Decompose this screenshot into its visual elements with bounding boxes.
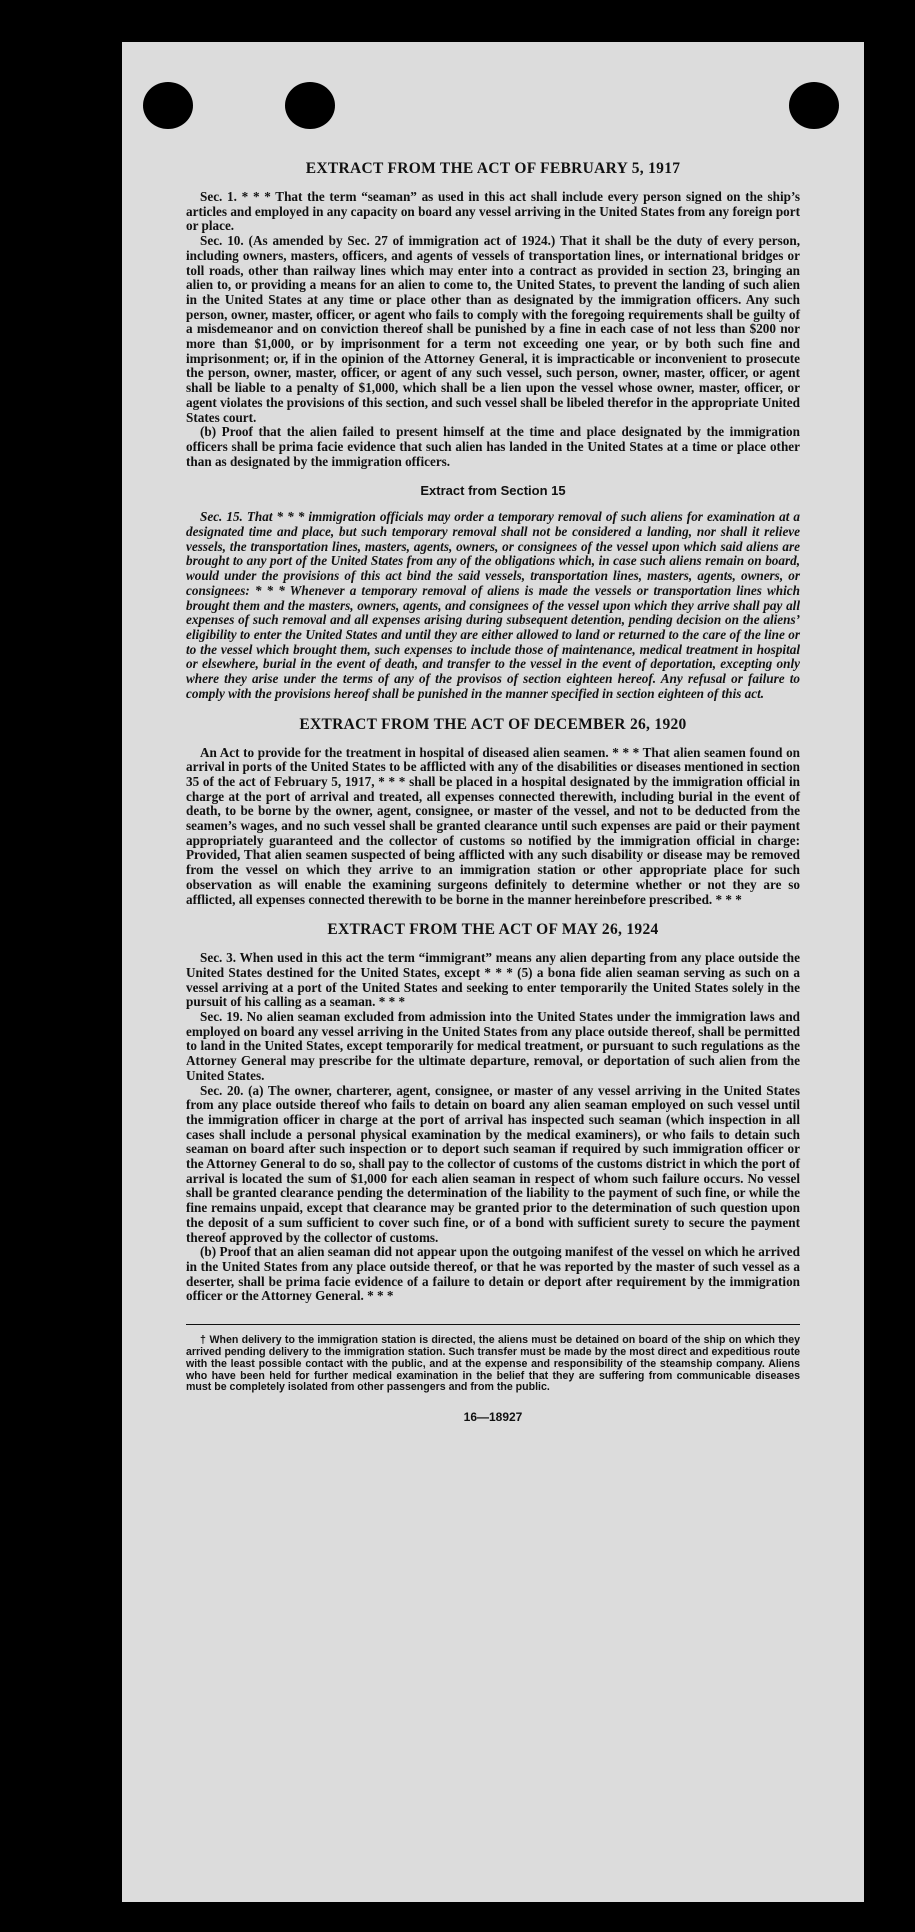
punch-hole-left [143,82,193,129]
footnote-text: † When delivery to the immigration station is directed, the aliens must be detained on board of the ship on which they arrived pending delivery to the immigration station. Such transfer must be made by the most direct and expeditious route with the least possible contact with the public, and at the expense and responsibility of the steamship company. Aliens who have been held for further medical examination in the belief that they are suffering from communicable diseases must be completely isolated from other passengers and from the public. [186,1334,800,1394]
paragraph-1917-b: (b) Proof that the alien failed to present himself at the time and place designated by the immigration officers shall be prima facie evidence that such alien has landed in the United States at a time or place other than as designated by the immigration officers. [186,424,800,469]
heading-act-1917: EXTRACT FROM THE ACT OF FEBRUARY 5, 1917 [305,160,681,177]
document-page [122,42,864,1902]
heading-act-1920: EXTRACT FROM THE ACT OF DECEMBER 26, 1920 [299,715,687,733]
punch-hole-center [285,82,335,129]
heading-section-15: Extract from Section 15 [420,483,566,499]
form-number: 16—18927 [463,1410,523,1425]
heading-act-1924: EXTRACT FROM THE ACT OF MAY 26, 1924 [327,921,659,939]
paragraph-1924-sec3: Sec. 3. When used in this act the term “immigrant” means any alien departing from any place outside the United States destined for the United States, except * * * (5) a bona fide alien seaman serving as such on a vessel arriving at a port of the United States and seeking to enter temporarily the United States solely in the pursuit of his calling as a seaman. * * * [186,950,800,1010]
paragraph-1920: An Act to provide for the treatment in hospital of diseased alien seamen. * * * That alien seamen found on arrival in ports of the United States to be afflicted with any of the disabilities or diseases mentioned in section 35 of the act of February 5, 1917, * * * shall be placed in a hospital designated by the immigration official in charge at the port of arrival and treated, all expenses connected therewith, including burial in the event of death, to be borne by the owner, agent, consignee, or master of the vessel, and not to be deducted from the seamen’s wages, and no such vessel shall be granted clearance until such expenses are paid or their payment appropriately guaranteed and the collector of customs so notified by the immigration official in charge: Provided, That alien seamen suspected of being afflicted with any such disability or disease may be removed from the vessel on which they arrive to an immigration station or other appropriate place for such observation as will enable the examining surgeons definitely to determine whether or not they are so afflicted, all expenses connected therewith to be borne in the manner hereinbefore prescribed. * * * [186,744,800,907]
paragraph-1917-sec10: Sec. 10. (As amended by Sec. 27 of immigration act of 1924.) That it shall be the duty of every person, including owners, masters, officers, and agents of vessels of transportation lines, or international bridges or toll roads, other than railway lines which may enter into a contract as provided in section 23, bringing an alien to, or providing a means for an alien to come to, the United States, to prevent the landing of such alien in the United States at any time or place other than as designated by the immigration officers. Any such person, owner, master, officer, or agent who fails to comply with the foregoing requirements shall be guilty of a misdemeanor and on conviction thereof shall be punished by a fine in each case of not less than $200 nor more than $1,000, or by imprisonment for a term not exceeding one year, or by both such fine and imprisonment; or, if in the opinion of the Attorney General, it is impracticable or inconvenient to prosecute the person, owner, master, officer, or agent of any such vessel, such person, owner, master, officer, or agent shall be liable to a penalty of $1,000, which shall be a lien upon the vessel whose owner, master, officer, or agent violates the provisions of this section, and such vessel shall be libeled therefor in the appropriate United States court. [186,233,800,425]
paragraph-section-15: Sec. 15. That * * * immigration officials may order a temporary removal of such aliens for examination at a designated time and place, but such temporary removal shall not be considered a landing, nor shall it relieve vessels, the transportation lines, masters, agents, owners, or consignees of the vessel upon which said aliens are brought to any port of the United States from any of the obligations which, in case such aliens remain on board, would under the provisions of this act bind the said vessels, transportation lines, masters, agents, owners, or consignees: * * * Whenever a temporary removal of aliens is made the vessels or transportation lines which brought them and the masters, owners, agents, and consignees of the vessel upon which they arrive shall pay all expenses of such removal and all expenses arising during subsequent detention, pending decision on the aliens’ eligibility to enter the United States and until they are either allowed to land or returned to the care of the line or to the vessel which brought them, such expenses to include those of maintenance, medical treatment in hospital or elsewhere, burial in the event of death, and transfer to the vessel in the event of deportation, excepting only where they arise under the terms of any of the provisos of section eighteen hereof. Any refusal or failure to comply with the provisions hereof shall be punished in the manner specified in section eighteen of this act. [186,509,800,701]
footnote-block [186,1335,800,1394]
paragraph-1924-sec20a: Sec. 20. (a) The owner, charterer, agent, consignee, or master of any vessel arriving in the United States from any place outside thereof who fails to detain on board any alien seaman employed on such vessel until the immigration officer in charge at the port of arrival has inspected such seaman (which inspection in all cases shall include a personal physical examination by the medical examiners), or who fails to detain such seaman on board after such inspection or to deport such seaman if required by such immigration officer or the Attorney General to do so, shall pay to the collector of customs of the customs district in which the port of arrival is located the sum of $1,000 for each alien seaman in respect of whom such failure occurs. No vessel shall be granted clearance pending the determination of the liability to the payment of such fine, or while the fine remains unpaid, except that clearance may be granted prior to the determination of such question upon the deposit of a sum sufficient to cover such fine, or of a bond with sufficient surety to secure the payment thereof approved by the collector of customs. [186,1082,800,1245]
footnote-divider [186,1324,800,1325]
punch-hole-right [789,82,839,129]
paragraph-1924-sec19: Sec. 19. No alien seaman excluded from admission into the United States under the immigration laws and employed on board any vessel arriving in the United States from any place outside thereof, shall be permitted to land in the United States, except temporarily for medical treatment, or pursuant to such regulations as the Attorney General may prescribe for the ultimate departure, removal, or deportation of such alien from the United States. [186,1009,800,1083]
paragraph-1917-sec1: Sec. 1. * * * That the term “seaman” as used in this act shall include every person signed on the ship’s articles and employed in any capacity on board any vessel arriving in the United States from any foreign port or place. [186,189,800,234]
paragraph-1924-sec20b: (b) Proof that an alien seaman did not appear upon the outgoing manifest of the vessel on which he arrived in the United States from any place outside thereof, or that he was reported by the master of such vessel as a deserter, shall be prima facie evidence of a failure to detain or deport after requirement by the immigration officer or the Attorney General. * * * [186,1244,800,1304]
